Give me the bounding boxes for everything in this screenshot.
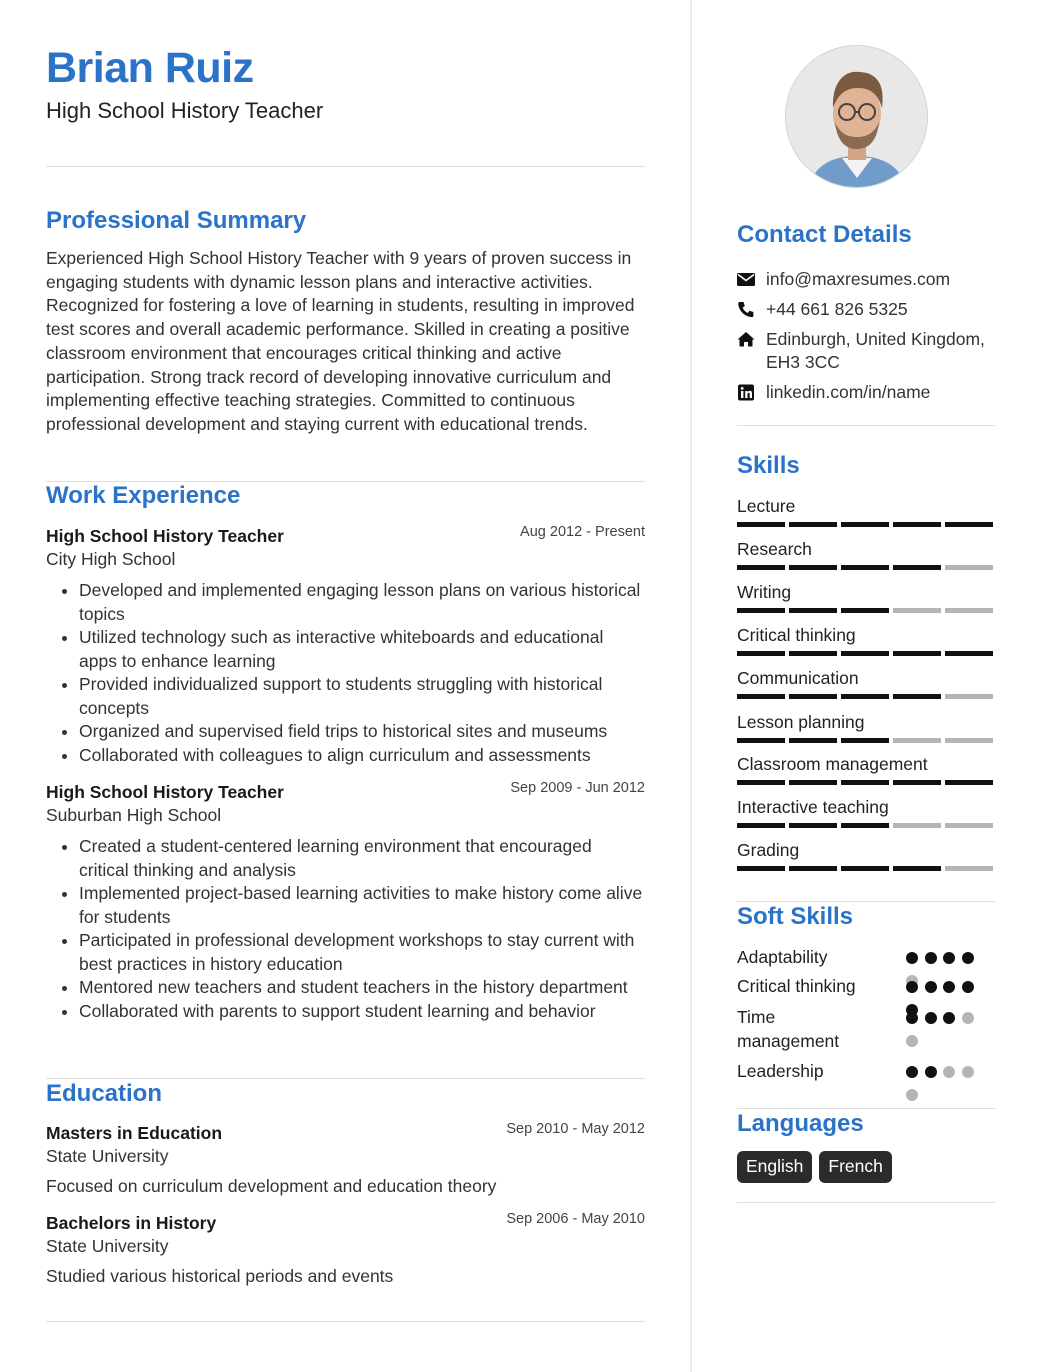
rating-dot-filled xyxy=(943,981,955,993)
skill-segment-empty xyxy=(893,608,941,613)
edu-date: Sep 2006 - May 2010 xyxy=(506,1211,645,1227)
skill-segment-filled xyxy=(789,738,837,743)
language-tag: English xyxy=(737,1151,812,1183)
rating-dot-filled xyxy=(943,952,955,964)
skill-segment-filled xyxy=(737,694,785,699)
job-role: High School History Teacher xyxy=(46,526,284,546)
skill-segment-filled xyxy=(789,651,837,656)
skill-segment-filled xyxy=(841,565,889,570)
list-item: • Collaborated with colleagues to align curriculum and assessments xyxy=(79,744,645,768)
rating-dot-empty xyxy=(962,1066,974,1078)
skill-segment-filled xyxy=(893,565,941,570)
summary-heading: Professional Summary xyxy=(46,207,307,234)
skill-level-bar xyxy=(737,780,995,785)
languages-heading: Languages xyxy=(737,1110,864,1137)
list-item: • Developed and implemented engaging lesson plans on various historical topics xyxy=(79,579,645,626)
skill-segment-filled xyxy=(841,738,889,743)
rating-dot-filled xyxy=(925,952,937,964)
rating-dot-empty xyxy=(962,1012,974,1024)
job-date: Aug 2012 - Present xyxy=(520,524,645,540)
list-item: • Mentored new teachers and student teachers in the history department xyxy=(79,976,645,1000)
skill-segment-filled xyxy=(841,694,889,699)
skill-segment-filled xyxy=(893,780,941,785)
skill-item xyxy=(737,625,995,646)
skill-level-bar xyxy=(737,651,995,656)
skill-segment-filled xyxy=(841,866,889,871)
skill-segment-filled xyxy=(945,522,993,527)
avatar xyxy=(785,45,928,188)
rating-dot-filled xyxy=(906,1066,918,1078)
job-entry xyxy=(46,782,645,1023)
skill-level-bar xyxy=(737,565,995,570)
language-tag: French xyxy=(819,1151,891,1183)
experience-heading: Work Experience xyxy=(46,482,241,509)
home-icon xyxy=(737,331,755,348)
skill-name: Critical thinking xyxy=(737,625,856,645)
edu-description: Focused on curriculum development and education theory xyxy=(46,1176,497,1196)
soft-skills-heading: Soft Skills xyxy=(737,903,854,930)
divider xyxy=(737,901,995,902)
skill-segment-filled xyxy=(945,780,993,785)
skill-item xyxy=(737,539,995,560)
rating-dot-filled xyxy=(906,1012,918,1024)
skill-level-bar xyxy=(737,694,995,699)
rating-dot-empty xyxy=(943,1066,955,1078)
skill-segment-filled xyxy=(789,522,837,527)
skill-segment-filled xyxy=(841,823,889,828)
skill-segment-filled xyxy=(841,780,889,785)
skill-name: Interactive teaching xyxy=(737,797,889,817)
skill-level-bar xyxy=(737,738,995,743)
skill-segment-filled xyxy=(789,866,837,871)
skill-segment-filled xyxy=(737,522,785,527)
skill-segment-filled xyxy=(789,780,837,785)
rating-dot-filled xyxy=(906,981,918,993)
rating-dot-filled xyxy=(925,981,937,993)
skill-segment-filled xyxy=(789,565,837,570)
skill-segment-empty xyxy=(945,866,993,871)
skill-segment-filled xyxy=(789,608,837,613)
column-divider xyxy=(690,0,692,1372)
skill-item xyxy=(737,754,995,775)
skill-segment-filled xyxy=(789,694,837,699)
list-item: • Created a student-centered learning environment that encouraged critical thinking and analysis xyxy=(79,835,645,882)
edu-date: Sep 2010 - May 2012 xyxy=(506,1121,645,1137)
divider xyxy=(737,1202,995,1203)
skill-segment-filled xyxy=(737,565,785,570)
soft-skill-name: Critical thinking xyxy=(737,976,856,996)
skill-segment-empty xyxy=(945,565,993,570)
skill-name: Lecture xyxy=(737,496,796,516)
education-entry xyxy=(46,1123,645,1197)
avatar-portrait-icon xyxy=(786,46,928,188)
skill-name: Writing xyxy=(737,582,792,602)
skill-item xyxy=(737,668,995,689)
divider xyxy=(46,1078,645,1079)
list-item: • Utilized technology such as interactive whiteboards and educational apps to enhance learning xyxy=(79,626,645,673)
skill-segment-filled xyxy=(893,866,941,871)
skill-name: Lesson planning xyxy=(737,712,865,732)
list-item: • Collaborated with parents to support student learning and behavior xyxy=(79,1000,645,1024)
skills-heading: Skills xyxy=(737,452,800,479)
skill-segment-filled xyxy=(737,866,785,871)
edu-school: State University xyxy=(46,1146,169,1166)
rating-dot-filled xyxy=(943,1012,955,1024)
envelope-icon xyxy=(737,271,755,288)
list-item: • Provided individualized support to students struggling with historical concepts xyxy=(79,673,645,720)
job-company: City High School xyxy=(46,549,176,569)
skill-segment-filled xyxy=(841,522,889,527)
job-role: High School History Teacher xyxy=(46,782,284,802)
skill-segment-filled xyxy=(737,608,785,613)
skill-name: Grading xyxy=(737,840,800,860)
skill-segment-empty xyxy=(945,694,993,699)
job-entry xyxy=(46,526,645,767)
rating-dot-filled xyxy=(906,952,918,964)
education-entry xyxy=(46,1213,645,1287)
rating-dot-filled xyxy=(962,952,974,964)
skill-level-bar xyxy=(737,608,995,613)
skill-level-bar xyxy=(737,522,995,527)
skill-item xyxy=(737,582,995,603)
edu-description: Studied various historical periods and events xyxy=(46,1266,394,1286)
education-heading: Education xyxy=(46,1080,163,1107)
list-item: • Participated in professional development workshops to stay current with best practices in history education xyxy=(79,929,645,976)
list-item: • Implemented project-based learning activities to make history come alive for students xyxy=(79,882,645,929)
skill-item xyxy=(737,496,995,517)
phone-icon xyxy=(737,301,755,318)
edu-degree: Masters in Education xyxy=(46,1123,223,1143)
linkedin-text[interactable]: linkedin.com/in/name xyxy=(766,382,931,402)
soft-skill-name: Leadership xyxy=(737,1061,824,1081)
skill-segment-filled xyxy=(789,823,837,828)
list-item: • Organized and supervised field trips to historical sites and museums xyxy=(79,720,645,744)
contact-heading: Contact Details xyxy=(737,221,912,248)
phone-text[interactable]: +44 661 826 5325 xyxy=(766,299,908,319)
job-company: Suburban High School xyxy=(46,805,222,825)
skill-name: Classroom management xyxy=(737,754,928,774)
skill-segment-filled xyxy=(737,738,785,743)
candidate-name: Brian Ruiz xyxy=(46,44,254,92)
skill-segment-empty xyxy=(893,738,941,743)
divider xyxy=(737,1108,995,1109)
job-bullets xyxy=(46,835,645,1023)
skill-name: Research xyxy=(737,539,812,559)
email-text[interactable]: info@maxresumes.com xyxy=(766,269,951,289)
skill-name: Communication xyxy=(737,668,859,688)
rating-dot-filled xyxy=(962,981,974,993)
skill-segment-filled xyxy=(893,694,941,699)
address-text: Edinburgh, United Kingdom, EH3 3CC xyxy=(766,329,985,372)
skill-segment-filled xyxy=(841,608,889,613)
rating-dot-filled xyxy=(925,1066,937,1078)
rating-dot-empty xyxy=(906,1035,918,1047)
languages-list xyxy=(737,1151,892,1183)
skill-item xyxy=(737,840,995,861)
rating-dot-empty xyxy=(906,1089,918,1101)
skill-segment-filled xyxy=(737,823,785,828)
skill-segment-empty xyxy=(893,823,941,828)
edu-degree: Bachelors in History xyxy=(46,1213,217,1233)
soft-skill-name: Time management xyxy=(737,1007,840,1051)
divider xyxy=(46,1321,645,1322)
skill-segment-empty xyxy=(945,738,993,743)
skill-item xyxy=(737,797,995,818)
skill-segment-filled xyxy=(737,780,785,785)
soft-skill-name: Adaptability xyxy=(737,947,828,967)
divider xyxy=(737,425,995,426)
skill-segment-filled xyxy=(737,651,785,656)
rating-dot-filled xyxy=(925,1012,937,1024)
skill-segment-empty xyxy=(945,608,993,613)
skill-item xyxy=(737,712,995,733)
divider xyxy=(46,166,645,167)
job-date: Sep 2009 - Jun 2012 xyxy=(510,780,645,796)
skill-segment-filled xyxy=(841,651,889,656)
skill-segment-filled xyxy=(893,522,941,527)
job-bullets xyxy=(46,579,645,767)
edu-school: State University xyxy=(46,1236,169,1256)
skill-segment-filled xyxy=(893,651,941,656)
skill-segment-empty xyxy=(945,823,993,828)
linkedin-icon xyxy=(737,384,755,401)
candidate-title: High School History Teacher xyxy=(46,98,324,123)
summary-text: Experienced High School History Teacher with 9 years of proven success in engaging students with dynamic lesson plans and interactive activities. Recognized for fostering a love of learning in students, resulting in improved test scores and overall academic performance. Skilled in creating a positive classroom environment that encourages critical thinking and active participation. Strong track record of developing innovative curriculum and implementing effective teaching strategies. Committed to continuous professional development and staying current with educational trends. xyxy=(46,248,635,434)
skill-level-bar xyxy=(737,823,995,828)
skill-segment-filled xyxy=(945,651,993,656)
skill-level-bar xyxy=(737,866,995,871)
